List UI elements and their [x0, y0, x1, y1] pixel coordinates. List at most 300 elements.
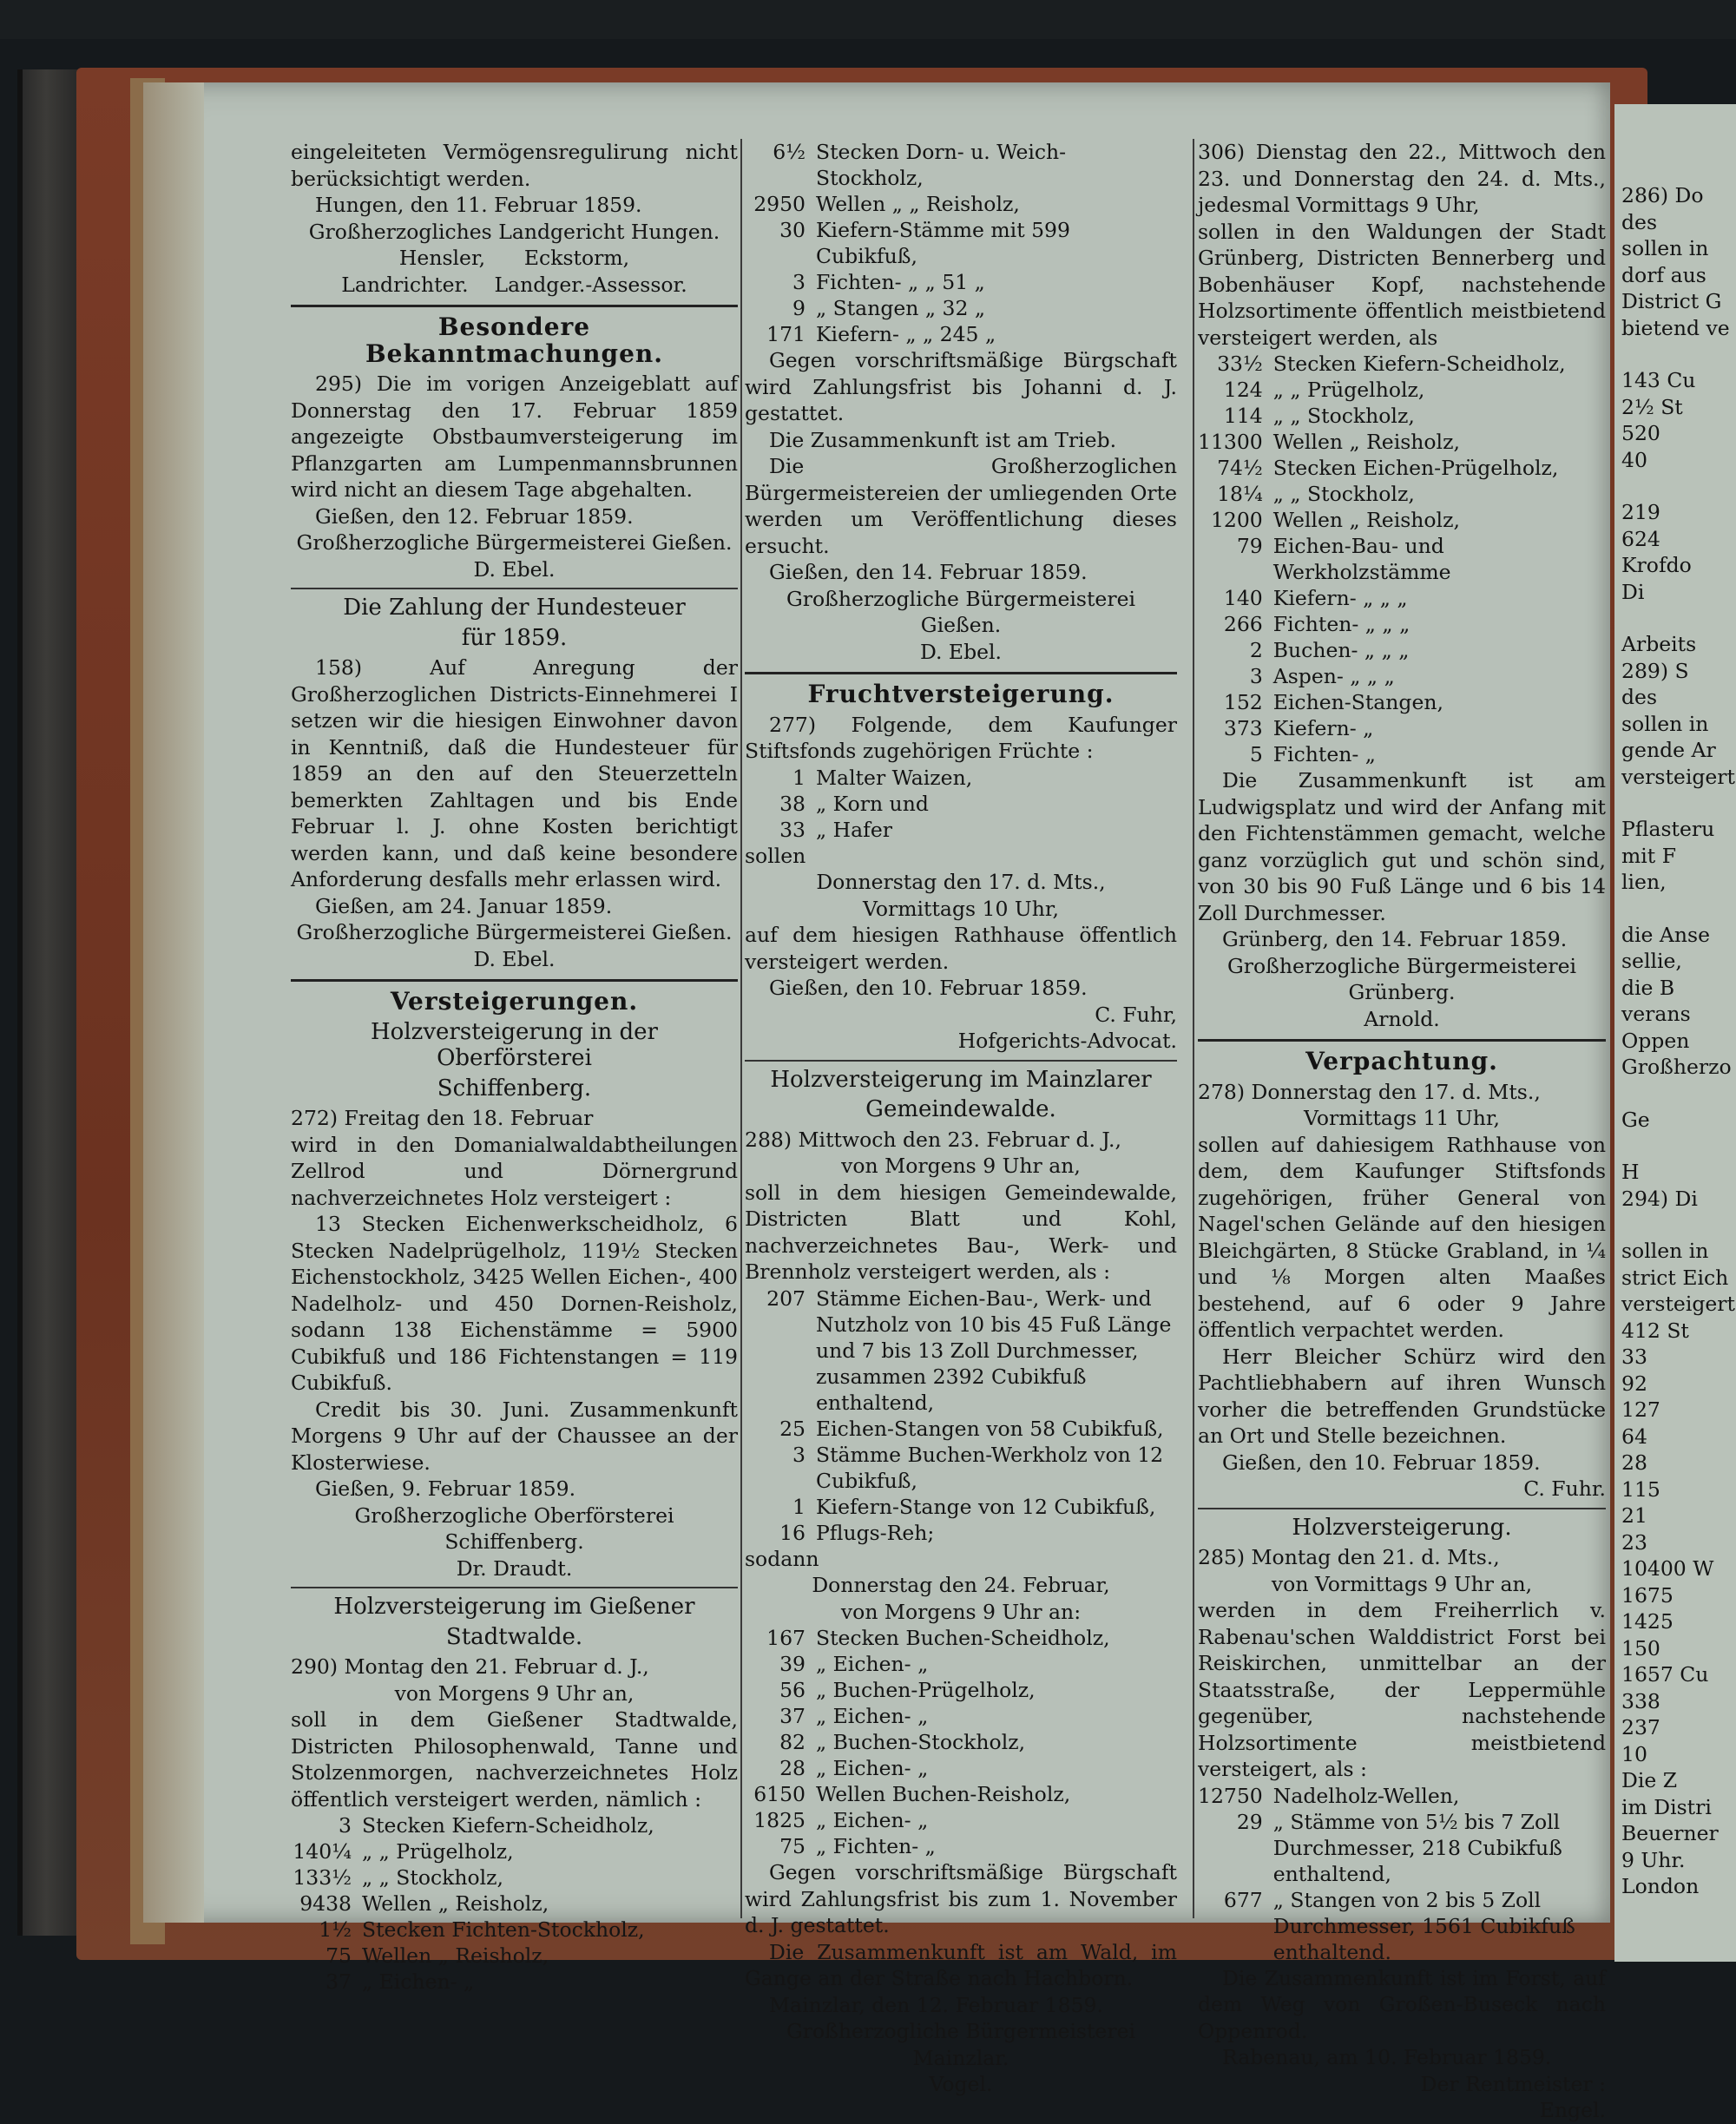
notice-272-date: 272) Freitag den 18. Februar [291, 1106, 594, 1130]
item-quantity: 677 [1223, 1887, 1263, 1912]
notice-278-time: Vormittags 11 Uhr, [1304, 1106, 1500, 1130]
cover-strip [0, 0, 1736, 39]
notice-288-time: von Morgens 9 Uhr an, [841, 1154, 1081, 1178]
fragment-line: 219 [1621, 500, 1660, 524]
paragraph: sodann [745, 1546, 819, 1571]
list-item [745, 1494, 1177, 1520]
next-page-fragment [1614, 104, 1736, 1962]
item-quantity: 33½ [1217, 352, 1263, 376]
fragment-line: 289) S [1621, 658, 1689, 683]
fragment-line: 23 [1621, 1529, 1647, 1555]
dateline: Gießen, den 12. Februar 1859. [315, 503, 634, 529]
item-text: Wellen „ Reisholz, [1272, 430, 1460, 454]
column-3 [1198, 139, 1606, 2124]
item-text: Stecken Eichen-Prügelholz, [1272, 456, 1559, 480]
item-quantity: 1 [792, 765, 806, 790]
item-text: „ Eichen- „ [816, 1704, 929, 1728]
paragraph: sollen [745, 843, 806, 868]
signature-name: Arnold. [1364, 1006, 1440, 1031]
item-quantity: 167 [766, 1626, 806, 1650]
fragment-line: Arbeits [1621, 632, 1697, 656]
list-item [1198, 351, 1606, 377]
list-item [745, 1520, 1177, 1546]
notice-272: wird in den Domanialwaldabtheilungen Zellrod und Dörnergrund nachverzeichnetes Holz versteigert : [291, 1132, 738, 1210]
item-text: Wellen „ Reisholz, [362, 1891, 549, 1916]
item-quantity: 3 [792, 1442, 806, 1467]
list-item [1198, 377, 1606, 403]
item-text: Eichen-Stangen von 58 Cubikfuß, [816, 1416, 1164, 1441]
list-item [745, 321, 1177, 347]
signature-office: Großherzogliche Oberförsterei Schiffenberg. [354, 1503, 674, 1554]
item-text: „ Eichen- „ [816, 1808, 929, 1832]
list-item [745, 791, 977, 817]
notice-278: sollen auf dahiesigem Rathhause von dem, dem Kaufunger Stiftsfonds zugehörigen, früher General von Nagel'schen Gelände auf den hiesigen Bleichgärten, 8 Stücke Grabland, in ¼ und ⅛ Morgen alten Maaßes bestehend, auf 6 oder 9 Jahre öffentlich verpachtet werden. [1198, 1132, 1606, 1342]
fragment-line: 115 [1621, 1476, 1660, 1502]
paragraph: auf dem hiesigen Rathhause öffentlich versteigert werden. [745, 923, 1177, 974]
divider [745, 1060, 1177, 1062]
list-item [291, 1891, 660, 1917]
section-heading: Versteigerungen. [390, 987, 639, 1016]
item-quantity: 373 [1223, 716, 1263, 740]
fragment-line [1621, 473, 1736, 499]
item-quantity: 9 [792, 296, 806, 320]
list-item [745, 1625, 1115, 1651]
column-2 [745, 139, 1177, 2098]
notice-272-terms: Credit bis 30. Juni. Zusammenkunft Morgens 9 Uhr auf der Chaussee an der Klosterwiese. [291, 1397, 738, 1475]
paragraph: Gegen vorschriftsmäßige Bürgschaft wird Zahlungsfrist bis zum 1. November d. J. gestattet. [745, 1860, 1177, 1937]
item-quantity: 124 [1223, 378, 1263, 402]
fragment-line: 64 [1621, 1424, 1647, 1449]
list-item [745, 139, 1177, 191]
item-quantity: 152 [1223, 690, 1263, 714]
fragment-line: gende Ar [1621, 738, 1716, 762]
item-quantity: 207 [766, 1286, 806, 1311]
signature-name: Vogel. [929, 2072, 993, 2096]
fragment-line: des [1621, 685, 1658, 709]
dateline: Gießen, den 10. Februar 1859. [769, 976, 1088, 1000]
list-item [1198, 715, 1606, 741]
item-quantity: 12750 [1198, 1783, 1263, 1808]
item-quantity: 6½ [773, 140, 806, 164]
item-text: Wellen „ Reisholz, [1272, 508, 1460, 532]
item-quantity: 2950 [753, 192, 806, 216]
item-text: „ Buchen-Prügelholz, [816, 1678, 1036, 1702]
item-text: Kiefern- „ [1272, 716, 1374, 740]
item-quantity: 75 [779, 1834, 806, 1858]
notice-heading: Gemeindewalde. [865, 1096, 1056, 1122]
fragment-line: H [1621, 1160, 1640, 1184]
fragment-line: 1657 Cu [1621, 1662, 1709, 1687]
list-item [745, 1755, 1115, 1781]
item-quantity: 18¼ [1217, 482, 1263, 506]
list-item [1198, 1783, 1606, 1809]
item-text: Wellen „ „ Reisholz, [816, 192, 1020, 216]
fragment-line: 9 Uhr. [1621, 1847, 1686, 1872]
page-gutter [143, 82, 204, 1923]
notice-272-items: 13 Stecken Eichenwerkscheidholz, 6 Stecken Nadelprügelholz, 119½ Stecken Eichenstockholz, 3425 Wellen Eichen-, 400 Nadelholz- und 450 Dornen-Reisholz, sodann 138 Eichenstämme = 5900 Cubikfuß und 186 Fichtenstangen = 119 Cubikfuß. [291, 1212, 738, 1395]
item-text: „ „ Prügelholz, [362, 1839, 514, 1864]
fragment-line: sellie, [1621, 949, 1682, 973]
fragment-line: 294) Di [1621, 1186, 1698, 1211]
item-text: Buchen- „ „ „ [1272, 638, 1410, 662]
notice-288: soll in dem hiesigen Gemeindewalde, Districten Blatt und Kohl, nachverzeichnetes Bau-, Werk- und Brennholz versteigert werden, als : [745, 1180, 1177, 1284]
notice-290-time: von Morgens 9 Uhr an, [394, 1680, 635, 1706]
list-item [1198, 637, 1606, 663]
fragment-line: verans [1621, 1002, 1691, 1026]
dateline: Gießen, den 10. Februar 1859. [1222, 1450, 1541, 1475]
paragraph: Die Zusammenkunft ist im Forst, auf dem Weg von Großen-Buseck nach Oppenrod. [1198, 1965, 1606, 2043]
item-quantity: 171 [766, 322, 806, 346]
paragraph: Gegen vorschriftsmäßige Bürgschaft wird Zahlungsfrist bis Johanni d. J. gestattet. [745, 348, 1177, 425]
fragment-line: 10 [1621, 1741, 1647, 1766]
item-text: Stämme Eichen-Bau-, Werk- und Nutzholz von 10 bis 45 Fuß Länge und 7 bis 13 Zoll Durchmesser, zusammen 2392 Cubikfuß enthaltend, [816, 1286, 1172, 1415]
item-quantity: 29 [1236, 1809, 1263, 1834]
dateline: Hungen, den 11. Februar 1859. [315, 193, 642, 217]
item-text: „ Stämme von 5½ bis 7 Zoll Durchmesser, 218 Cubikfuß enthaltend, [1272, 1809, 1562, 1886]
signature-office: Großherzogliche Bürgermeisterei Gießen. [296, 920, 733, 944]
signature-title: Hofgerichts-Advocat. [957, 1029, 1177, 1053]
item-text: Nadelholz-Wellen, [1272, 1783, 1460, 1808]
list-item [291, 1838, 660, 1864]
list-item [291, 1864, 660, 1891]
item-text: „ Eichen- „ [816, 1652, 929, 1676]
list-item [1198, 481, 1606, 507]
column-divider [740, 139, 742, 1918]
list-item [291, 1812, 660, 1838]
item-text: Wellen Buchen-Reisholz, [816, 1782, 1071, 1806]
list-item [745, 1677, 1115, 1703]
item-quantity: 9438 [299, 1891, 352, 1916]
fragment-line: 40 [1621, 447, 1647, 472]
fragment-line: mit F [1621, 843, 1677, 868]
paragraph: Die Zusammenkunft ist am Wald, im Gange an der Straße nach Hachborn. [745, 1939, 1177, 1990]
item-text: Pflugs-Reh; [816, 1520, 935, 1545]
item-text: „ Korn und [816, 791, 929, 816]
paragraph: Herr Bleicher Schürz wird den Pachtliebhabern auf ihren Wunsch vorher die betreffenden Grundstücke an Ort und Stelle bezeichnen. [1198, 1344, 1606, 1448]
list-item [291, 1943, 660, 1969]
notice-285-date: 285) Montag den 21. d. Mts., [1198, 1545, 1500, 1569]
divider [1198, 1039, 1606, 1042]
item-quantity: 30 [779, 218, 806, 242]
fragment-line: des [1621, 209, 1658, 234]
item-quantity: 37 [779, 1704, 806, 1728]
notice-heading: Holzversteigerung im Gießener [333, 1594, 695, 1620]
fragment-line: Großherzo [1621, 1055, 1732, 1079]
section-heading: Besondere Bekanntmachungen. [365, 312, 664, 368]
item-text: Kiefern- „ „ „ [1272, 586, 1408, 610]
item-quantity: 1200 [1210, 508, 1263, 532]
notice-285-time: von Vormittags 9 Uhr an, [1271, 1571, 1533, 1596]
fragment-line: im Distri [1621, 1794, 1712, 1819]
item-quantity: 56 [779, 1678, 806, 1702]
item-text: Stämme Buchen-Werkholz von 12 Cubikfuß, [816, 1442, 1164, 1493]
signature-name: D. Ebel. [919, 639, 1003, 664]
item-text: Wellen „ Reisholz, [362, 1943, 549, 1968]
item-text: „ Eichen- „ [816, 1756, 929, 1780]
item-quantity: 38 [779, 791, 806, 816]
fragment-line [1621, 1081, 1736, 1107]
notice-285: werden in dem Freiherrlich v. Rabenau'schen Walddistrict Forst bei Reiskirchen, unmittelbar an der Staatsstraße, der Leppermühle gegenüber, nachstehende Holzsortimente meistbietend versteigert, als : [1198, 1598, 1606, 1781]
fragment-line: 338 [1621, 1688, 1660, 1713]
list-item [745, 1416, 1177, 1442]
list-item [1198, 663, 1606, 689]
item-text: „ Hafer [816, 817, 892, 842]
list-item [1198, 1887, 1606, 1965]
list-item [745, 1781, 1115, 1807]
fragment-line [1621, 341, 1736, 367]
item-quantity: 25 [779, 1416, 806, 1441]
notice-heading: Schiffenberg. [437, 1075, 592, 1101]
item-quantity: 1 [792, 1494, 806, 1519]
fragment-line: 412 St [1621, 1318, 1689, 1343]
notice-heading: für 1859. [461, 624, 568, 651]
fragment-line [1621, 896, 1736, 922]
item-text: „ „ Stockholz, [1272, 482, 1415, 506]
item-quantity: 75 [326, 1943, 352, 1968]
item-text: „ Stangen von 2 bis 5 Zoll Durchmesser, 1561 Cubikfuß enthaltend. [1272, 1887, 1575, 1964]
signature-office: Großherzogliches Landgericht Hungen. [308, 219, 720, 244]
list-item [745, 1833, 1115, 1859]
fragment-line: 237 [1621, 1715, 1660, 1739]
wood-list [745, 139, 1177, 347]
fragment-line: versteigert [1621, 764, 1735, 789]
signature-office: Großherzogliche Bürgermeisterei Grünberg. [1226, 953, 1576, 1004]
fragment-line: strict Eich [1621, 1265, 1729, 1290]
item-text: Stecken Kiefern-Scheidholz, [362, 1813, 654, 1838]
item-quantity: 74½ [1217, 456, 1263, 480]
list-item [291, 1969, 660, 1995]
fragment-line: Pflasteru [1621, 817, 1715, 841]
item-text: „ Fichten- „ [816, 1834, 936, 1858]
list-item [745, 1807, 1115, 1833]
item-quantity: 6150 [753, 1782, 806, 1806]
item-text: „ „ Stockholz, [1272, 404, 1415, 428]
item-text: Stecken Fichten-Stockholz, [362, 1917, 645, 1942]
divider [291, 305, 738, 307]
fragment-line: Die Z [1621, 1768, 1678, 1792]
fragment-line [1621, 790, 1736, 816]
item-text: Aspen- „ „ „ [1272, 664, 1395, 688]
fragment-line [1621, 1212, 1736, 1238]
fragment-line: dorf aus [1621, 262, 1706, 287]
fragment-line: Oppen [1621, 1028, 1690, 1053]
section-heading: Verpachtung. [1305, 1047, 1498, 1075]
signature-title: Der Rentmeister : [1420, 2071, 1606, 2096]
item-quantity: 3 [339, 1813, 352, 1838]
book-spine [17, 69, 82, 1936]
item-text: Eichen-Stangen, [1272, 690, 1443, 714]
item-text: Fichten- „ „ „ [1272, 612, 1410, 636]
fragment-line: 1425 [1621, 1609, 1674, 1634]
signature-name: Dr. Draudt. [456, 1555, 573, 1581]
list-item [1198, 429, 1606, 455]
notice-heading: Holzversteigerung im Mainzlarer [770, 1066, 1152, 1093]
list-item [745, 217, 1177, 269]
divider [291, 1587, 738, 1588]
signature-office: Großherzogliche Bürgermeisterei Gießen. [786, 586, 1135, 637]
list-item [1198, 533, 1606, 585]
notice-288-date2: Donnerstag den 24. Februar, [812, 1573, 1110, 1597]
notice-heading: Die Zahlung der Hundesteuer [343, 595, 686, 621]
item-quantity: 1½ [319, 1917, 352, 1942]
notice-288-date: 288) Mittwoch den 23. Februar d. J., [745, 1127, 1121, 1152]
fragment-line: lien, [1621, 870, 1667, 894]
notice-295: 295) Die im vorigen Anzeigeblatt auf Donnerstag den 17. Februar 1859 angezeigte Obstbaumversteigerung im Pflanzgarten am Lumpenmannsbrunnen wird nicht an diesem Tage abgehalten. [291, 372, 738, 502]
item-text: Stecken Buchen-Scheidholz, [816, 1626, 1110, 1650]
paragraph: eingeleiteten Vermögensregulirung nicht berücksichtigt werden. [291, 140, 738, 191]
wood-list [291, 1812, 660, 1995]
list-item [1198, 1809, 1606, 1887]
fragment-line: 150 [1621, 1635, 1660, 1660]
notice-290: soll in dem Gießener Stadtwalde, Districten Philosophenwald, Tanne und Stolzenmorgen, nachverzeichnetes Holz öffentlich versteigert werden, nämlich : [291, 1707, 738, 1812]
signature-titles: Landrichter. Landger.-Assessor. [341, 272, 687, 297]
fragment-line [1621, 605, 1736, 631]
item-text: Kiefern-Stämme mit 599 Cubikfuß, [816, 218, 1070, 268]
fragment-line: London [1621, 1874, 1700, 1898]
item-text: Malter Waizen, [816, 765, 973, 790]
item-quantity: 5 [1249, 742, 1263, 766]
fragment-line: versteigert [1621, 1292, 1735, 1316]
column-1 [291, 139, 738, 1995]
list-item [1198, 403, 1606, 429]
list-item [1198, 689, 1606, 715]
column-4 [1621, 182, 1736, 1900]
list-item [745, 1442, 1177, 1494]
item-text: Kiefern-Stange von 12 Cubikfuß, [816, 1494, 1156, 1519]
signature-name: C. Fuhr. [1523, 1476, 1606, 1501]
item-text: „ „ Stockholz, [362, 1865, 504, 1890]
dateline: Gießen, 9. Februar 1859. [315, 1476, 576, 1501]
divider [1198, 1508, 1606, 1509]
signature-office: Großherzogliche Bürgermeisterei Gießen. [296, 530, 733, 555]
list-item [745, 1703, 1115, 1729]
list-item [745, 295, 1177, 321]
fragment-line: 1675 [1621, 1582, 1674, 1608]
item-quantity: 16 [779, 1520, 806, 1545]
fragment-line [1621, 1133, 1736, 1159]
item-quantity: 39 [779, 1652, 806, 1676]
divider [291, 979, 738, 982]
notice-306: sollen in den Waldungen der Stadt Grünberg, Districten Bennerberg und Bobenhäuser Kopf, nachstehende Holzsortimente öffentlich meistbietend versteigert werden, als [1198, 219, 1606, 350]
section-heading: Fruchtversteigerung. [807, 680, 1115, 708]
signature-name: D. Ebel. [473, 556, 556, 582]
item-quantity: 82 [779, 1730, 806, 1754]
list-item [745, 1729, 1115, 1755]
item-text: Stecken Kiefern-Scheidholz, [1272, 352, 1566, 376]
list-item [745, 817, 977, 843]
signature-office: Großherzogliche Bürgermeisterei Mainzlar. [786, 2019, 1135, 2070]
fragment-line: Krofdo [1621, 553, 1692, 577]
divider [745, 672, 1177, 674]
signature-name: Engel. [1539, 2098, 1606, 2122]
dateline: Gießen, den 14. Februar 1859. [769, 560, 1088, 584]
item-text: Stecken Dorn- u. Weich-Stockholz, [816, 140, 1067, 190]
list-item [745, 269, 1177, 295]
fragment-line: 520 [1621, 421, 1660, 445]
item-text: „ Stangen „ 32 „ [816, 296, 986, 320]
fragment-line: 92 [1621, 1371, 1647, 1396]
dateline: Grünberg, den 14. Februar 1859. [1222, 927, 1568, 951]
notice-278-date: 278) Donnerstag den 17. d. Mts., [1198, 1079, 1541, 1104]
signature-name: D. Ebel. [473, 946, 556, 971]
fragment-line: 33 [1621, 1345, 1647, 1369]
fragment-line: Beuerner [1621, 1821, 1719, 1845]
item-text: „ Buchen-Stockholz, [816, 1730, 1026, 1754]
fragment-line: Ge [1621, 1107, 1650, 1132]
paragraph: Die Zusammenkunft ist am Ludwigsplatz und wird der Anfang mit den Fichtenstämmen gemacht, welche ganz vorzüglich gut und schön sind, von 30 bis 90 Fuß Länge und 6 bis 14 Zoll Durchmesser. [1198, 768, 1606, 925]
notice-heading: Stadtwalde. [445, 1623, 583, 1650]
paragraph: Die Großherzoglichen Bürgermeistereien der umliegenden Orte werden um Veröffentlichung dieses ersucht. [745, 454, 1177, 558]
notice-277: 277) Folgende, dem Kaufunger Stiftsfonds zugehörigen Früchte : [745, 712, 1177, 763]
fragment-line: 10400 W [1621, 1556, 1714, 1581]
notice-158: 158) Auf Anregung der Großherzoglichen Districts-Einnehmerei I setzen wir die hiesigen Einwohner davon in Kenntniß, daß die Hundesteuer für 1859 an den auf den Steuerzetteln bemerkten Zahltagen und bis Ende Februar l. J. ohne Kosten berichtigt werden kann, und daß keine besondere Anforderung desfalls mehr erlassen wird. [291, 655, 738, 891]
fragment-line: District G [1621, 289, 1722, 313]
dateline: Gießen, am 24. Januar 1859. [315, 893, 613, 918]
list-item [1198, 507, 1606, 533]
item-quantity: 33 [779, 817, 806, 842]
item-text: Kiefern- „ „ 245 „ [816, 322, 996, 346]
list-item [745, 1651, 1115, 1677]
fragment-line: 143 Cu [1621, 368, 1696, 392]
item-quantity: 11300 [1198, 430, 1263, 454]
notice-heading: Holzversteigerung in der Oberförsterei [371, 1018, 658, 1071]
item-text: „ Eichen- „ [362, 1969, 475, 1994]
list-item [745, 191, 1177, 217]
notice-290-date: 290) Montag den 21. Februar d. J., [291, 1654, 649, 1679]
list-item [1198, 455, 1606, 481]
item-quantity: 3 [1249, 664, 1263, 688]
item-quantity: 140 [1223, 586, 1263, 610]
fragment-line: die Anse [1621, 922, 1711, 947]
fragment-line: sollen in [1621, 236, 1709, 260]
item-quantity: 79 [1236, 534, 1263, 558]
signature-name: C. Fuhr, [1095, 1002, 1177, 1027]
item-quantity: 3 [792, 270, 806, 294]
notice-277-time: Vormittags 10 Uhr, [863, 896, 1059, 921]
fragment-line: sollen in [1621, 1239, 1709, 1263]
item-quantity: 37 [326, 1969, 352, 1994]
fragment-line: 286) Do [1621, 183, 1704, 207]
column-divider [1193, 139, 1194, 1918]
fragment-line: 21 [1621, 1503, 1647, 1528]
item-quantity: 28 [779, 1756, 806, 1780]
item-quantity: 266 [1223, 612, 1263, 636]
list-item [745, 765, 977, 791]
wood-list [1198, 351, 1606, 767]
list-item [745, 1286, 1177, 1416]
item-text: Fichten- „ „ 51 „ [816, 270, 985, 294]
fragment-line: 2½ St [1621, 394, 1683, 419]
dateline: Mainzlar, den 12. Februar 1859. [769, 1992, 1103, 2017]
item-quantity: 114 [1223, 404, 1263, 428]
item-text: Eichen-Bau- und Werkholzstämme [1272, 534, 1451, 584]
list-item [1198, 741, 1606, 767]
fragment-line: sollen in [1621, 711, 1709, 736]
wood-list [745, 1286, 1177, 1546]
list-item [1198, 611, 1606, 637]
paragraph: Die Zusammenkunft ist am Trieb. [769, 427, 1117, 452]
item-text: Fichten- „ [1272, 742, 1376, 766]
list-item [1198, 585, 1606, 611]
dateline: Rabenau, am 10. Februar 1859. [1222, 2045, 1552, 2069]
section-heading: Holzversteigerung. [1292, 1514, 1512, 1541]
fragment-line: 28 [1621, 1450, 1647, 1475]
wood-list [745, 1625, 1115, 1859]
fragment-line: bietend ve [1621, 315, 1730, 340]
grain-list [745, 765, 977, 843]
fragment-line: 127 [1621, 1397, 1660, 1422]
item-quantity: 1825 [753, 1808, 806, 1832]
